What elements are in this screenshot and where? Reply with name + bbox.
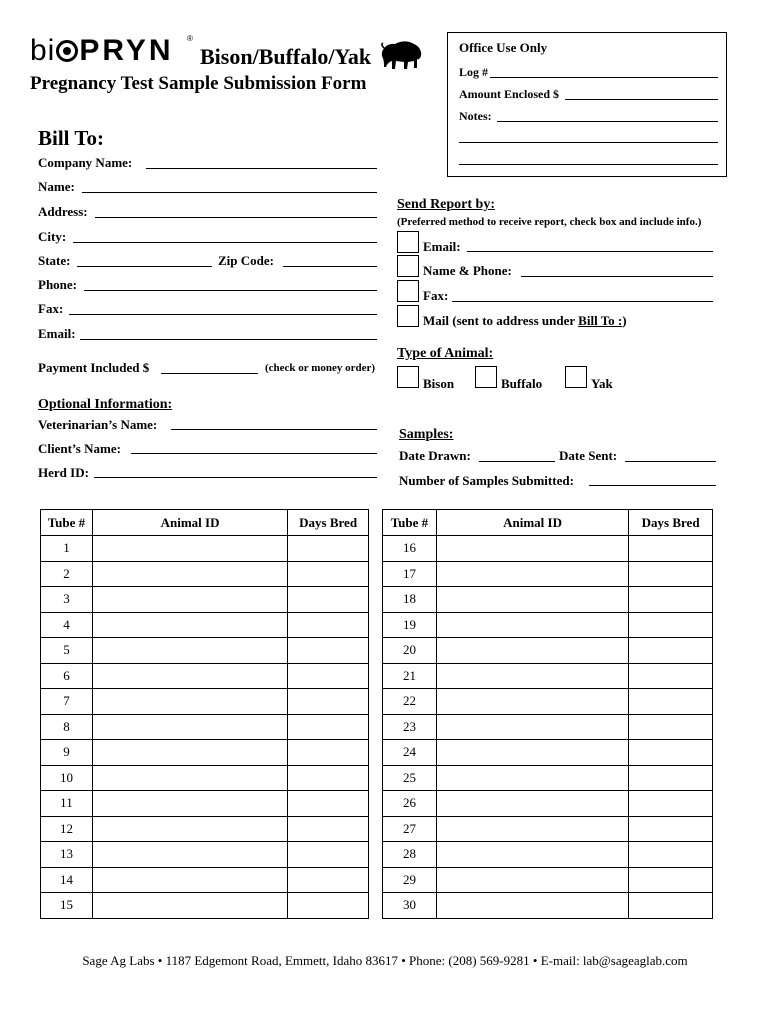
animal-id-cell[interactable] [92,765,287,791]
form-title: Pregnancy Test Sample Submission Form [30,73,367,94]
phone-label: Phone: [38,277,77,292]
table-row [41,740,369,766]
animal-id-cell[interactable] [436,893,628,919]
animal-id-cell[interactable] [436,740,628,766]
date-sent-label: Date Sent: [559,448,618,463]
notes-field-1[interactable] [497,121,718,122]
animal-id-cell[interactable] [92,893,287,919]
payment-label: Payment Included $ [38,360,150,375]
days-bred-cell[interactable] [629,867,713,893]
species-title: Bison/Buffalo/Yak [200,44,372,69]
report-mail-close: ) [622,313,627,328]
optional-heading: Optional Information: [38,397,173,412]
days-bred-cell[interactable] [288,638,369,664]
table-row [383,612,713,638]
report-note: (Preferred method to receive report, check box and include info.) [397,216,702,228]
table-row [41,689,369,715]
header-tube: Tube # [383,510,437,536]
tube-number: 3 [41,587,93,613]
notes-field-2[interactable] [459,142,718,143]
animal-id-cell[interactable] [92,714,287,740]
phone-field[interactable] [84,290,377,291]
table-row [41,612,369,638]
table-row [383,714,713,740]
report-email-field[interactable] [467,251,713,252]
table-row [41,536,369,562]
animal-id-cell[interactable] [92,740,287,766]
sample-count-field[interactable] [589,485,716,486]
tube-number: 23 [383,714,437,740]
table-row [383,842,713,868]
days-bred-cell[interactable] [629,689,713,715]
report-email-label: Email: [423,239,461,254]
state-label: State: [38,253,71,268]
zip-label: Zip Code: [218,253,274,268]
animal-yak-checkbox[interactable] [565,366,587,388]
animal-id-cell[interactable] [92,842,287,868]
days-bred-cell[interactable] [288,765,369,791]
days-bred-cell[interactable] [629,714,713,740]
days-bred-cell[interactable] [288,791,369,817]
animal-id-cell[interactable] [92,663,287,689]
tube-number: 15 [41,893,93,919]
tube-number: 29 [383,867,437,893]
tube-number: 9 [41,740,93,766]
table-row [383,536,713,562]
animal-id-cell[interactable] [92,689,287,715]
table-row [41,816,369,842]
table-row [383,663,713,689]
office-use-box [447,32,727,177]
table-row [383,867,713,893]
notes-field-3[interactable] [459,164,718,165]
amount-label: Amount Enclosed $ [459,87,560,101]
report-email-checkbox[interactable] [397,231,419,253]
days-bred-cell[interactable] [629,791,713,817]
tube-number: 8 [41,714,93,740]
tube-number: 30 [383,893,437,919]
animal-id-cell[interactable] [436,587,628,613]
days-bred-cell[interactable] [629,561,713,587]
days-bred-cell[interactable] [629,765,713,791]
tube-number: 6 [41,663,93,689]
animal-buffalo-checkbox[interactable] [475,366,497,388]
animal-id-cell[interactable] [92,561,287,587]
report-mail-label [423,313,627,329]
days-bred-cell[interactable] [629,638,713,664]
bioprn-logo [30,34,174,68]
report-fax-checkbox[interactable] [397,280,419,302]
days-bred-cell[interactable] [288,842,369,868]
report-name-phone-label: Name & Phone: [423,263,512,278]
days-bred-cell[interactable] [288,561,369,587]
days-bred-cell[interactable] [629,612,713,638]
table-row [41,765,369,791]
client-field[interactable] [131,453,377,454]
logo-bi: bi [30,34,56,67]
logo-pryn: PRYN [79,34,174,67]
animal-id-cell[interactable] [436,765,628,791]
payment-note: (check or money order) [265,362,376,374]
tube-table-left [40,509,369,919]
payment-field[interactable] [161,373,258,374]
report-fax-field[interactable] [452,301,713,302]
animal-id-cell[interactable] [92,612,287,638]
tube-number: 17 [383,561,437,587]
table-row [41,561,369,587]
animal-buffalo-label: Buffalo [501,376,543,391]
tube-number: 11 [41,791,93,817]
animal-id-cell[interactable] [436,714,628,740]
days-bred-cell[interactable] [288,714,369,740]
days-bred-cell[interactable] [629,816,713,842]
tube-number: 18 [383,587,437,613]
vet-label: Veterinarian’s Name: [38,417,158,432]
company-field[interactable] [146,168,377,169]
table-row [41,663,369,689]
animal-id-cell[interactable] [436,842,628,868]
zip-field[interactable] [283,266,377,267]
tube-number: 21 [383,663,437,689]
table-row [383,587,713,613]
tube-number: 25 [383,765,437,791]
animal-id-cell[interactable] [436,816,628,842]
animal-bison-checkbox[interactable] [397,366,419,388]
tube-number: 2 [41,561,93,587]
table-row [383,561,713,587]
days-bred-cell[interactable] [288,612,369,638]
date-sent-field[interactable] [625,461,716,462]
animal-id-cell[interactable] [92,791,287,817]
animal-id-cell[interactable] [436,561,628,587]
animal-id-cell[interactable] [436,689,628,715]
name-field[interactable] [82,192,377,193]
name-label: Name: [38,179,75,194]
fax-label: Fax: [38,301,64,316]
animal-id-cell[interactable] [92,816,287,842]
sample-count-label: Number of Samples Submitted: [399,473,574,488]
tube-number: 26 [383,791,437,817]
header-animal-id: Animal ID [92,510,287,536]
log-field[interactable] [490,77,718,78]
report-name-phone-field[interactable] [521,276,713,277]
tube-number: 27 [383,816,437,842]
table-row [41,867,369,893]
days-bred-cell[interactable] [629,663,713,689]
report-mail-text: Mail (sent to address under [423,313,579,328]
table-row [383,740,713,766]
table-row [383,689,713,715]
logo-o-icon [56,40,78,62]
days-bred-cell[interactable] [288,663,369,689]
animal-id-cell[interactable] [436,536,628,562]
animal-id-cell[interactable] [436,638,628,664]
animal-bison-label: Bison [423,376,455,391]
company-label: Company Name: [38,155,133,170]
herd-label: Herd ID: [38,465,89,480]
bison-icon [378,38,424,72]
days-bred-cell[interactable] [629,893,713,919]
city-field[interactable] [73,242,377,243]
days-bred-cell[interactable] [288,689,369,715]
days-bred-cell[interactable] [288,740,369,766]
client-label: Client’s Name: [38,441,121,456]
tube-number: 5 [41,638,93,664]
address-field[interactable] [95,217,377,218]
days-bred-cell[interactable] [629,740,713,766]
animal-id-cell[interactable] [436,791,628,817]
days-bred-cell[interactable] [288,867,369,893]
registered-mark: ® [187,34,193,43]
tube-number: 20 [383,638,437,664]
animal-heading: Type of Animal: [397,346,494,361]
animal-yak-label: Yak [591,376,613,391]
notes-label: Notes: [459,109,492,123]
tube-number: 13 [41,842,93,868]
animal-id-cell[interactable] [436,663,628,689]
report-mail-bill-to: Bill To : [578,313,623,328]
animal-id-cell[interactable] [436,867,628,893]
tube-number: 24 [383,740,437,766]
city-label: City: [38,229,67,244]
date-drawn-label: Date Drawn: [399,448,471,463]
table-row [383,765,713,791]
tube-number: 4 [41,612,93,638]
tube-number: 16 [383,536,437,562]
days-bred-cell[interactable] [629,587,713,613]
date-drawn-field[interactable] [479,461,555,462]
tube-number: 19 [383,612,437,638]
header-days-bred: Days Bred [288,510,369,536]
fax-field[interactable] [69,314,377,315]
state-field[interactable] [77,266,212,267]
email-label: Email: [38,326,76,341]
table-row [41,638,369,664]
tube-number: 7 [41,689,93,715]
animal-id-cell[interactable] [436,612,628,638]
animal-id-cell[interactable] [92,536,287,562]
days-bred-cell[interactable] [288,587,369,613]
days-bred-cell[interactable] [629,536,713,562]
table-row [383,816,713,842]
table-row [41,791,369,817]
report-fax-label: Fax: [423,288,449,303]
table-row [383,791,713,817]
samples-heading: Samples: [399,427,454,442]
bill-to-heading: Bill To: [38,126,104,150]
header-days-bred: Days Bred [629,510,713,536]
table-row [41,587,369,613]
days-bred-cell[interactable] [288,816,369,842]
email-field[interactable] [80,339,377,340]
animal-id-cell[interactable] [92,867,287,893]
tube-number: 1 [41,536,93,562]
tube-number: 10 [41,765,93,791]
animal-id-cell[interactable] [92,587,287,613]
animal-id-cell[interactable] [92,638,287,664]
days-bred-cell[interactable] [629,842,713,868]
tube-number: 28 [383,842,437,868]
herd-field[interactable] [94,477,377,478]
tube-number: 14 [41,867,93,893]
tube-table-right [382,509,713,919]
report-heading: Send Report by: [397,197,496,212]
days-bred-cell[interactable] [288,893,369,919]
table-row [41,842,369,868]
header-animal-id: Animal ID [436,510,628,536]
report-mail-checkbox[interactable] [397,305,419,327]
address-label: Address: [38,204,88,219]
log-label: Log # [459,65,489,79]
office-title: Office Use Only [459,40,548,55]
footer-contact: Sage Ag Labs • 1187 Edgemont Road, Emmett, Idaho 83617 • Phone: (208) 569-9281 • E-mail: lab@sageaglab.com [82,953,688,968]
vet-field[interactable] [171,429,377,430]
tube-number: 22 [383,689,437,715]
amount-field[interactable] [565,99,718,100]
table-row [383,893,713,919]
days-bred-cell[interactable] [288,536,369,562]
header-tube: Tube # [41,510,93,536]
table-row [383,638,713,664]
table-row [41,714,369,740]
report-name-phone-checkbox[interactable] [397,255,419,277]
table-row [41,893,369,919]
tube-number: 12 [41,816,93,842]
